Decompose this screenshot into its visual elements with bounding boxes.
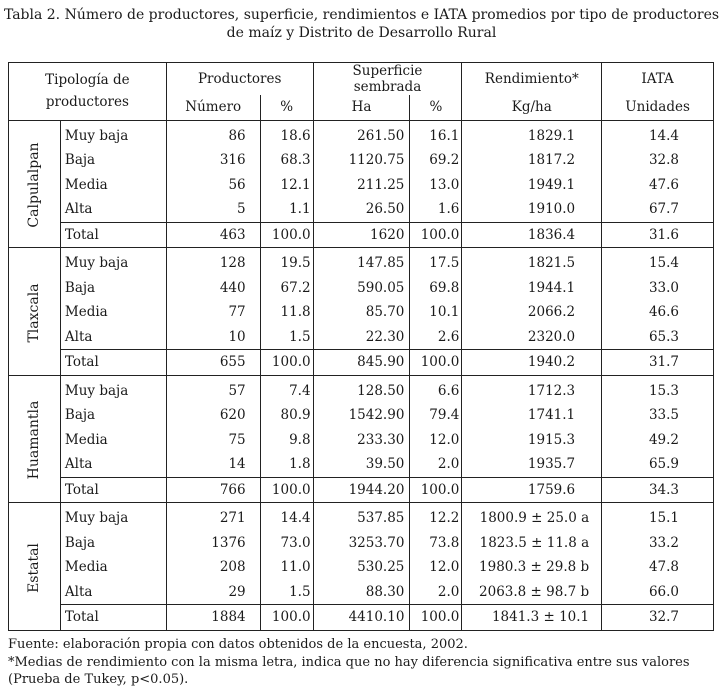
cell-ha: 1620 [313, 222, 410, 248]
cell-ha: 590.05 [313, 276, 410, 301]
cell-numero: 1884 [166, 605, 260, 631]
cell-numero: 29 [166, 580, 260, 605]
cell-numero: 10 [166, 325, 260, 350]
table-row [9, 605, 714, 631]
table-row [9, 403, 714, 428]
table-row [9, 222, 714, 248]
cell-numero: 77 [166, 300, 260, 325]
header-tipologia: Tipología de productores [9, 63, 167, 121]
cell-numero: 56 [166, 173, 260, 198]
table-body [9, 120, 714, 630]
cell-rendimiento: 1759.6 [462, 477, 602, 503]
cell-tipologia: Alta [60, 325, 166, 350]
cell-tipologia: Alta [60, 452, 166, 477]
cell-iata: 31.7 [602, 350, 714, 376]
cell-ha: 1944.20 [313, 477, 410, 503]
cell-ha: 530.25 [313, 555, 410, 580]
note-asterisk-line-1: *Medias de rendimiento con la misma letra, indica que no hay diferencia significativa entre sus valores [8, 654, 690, 670]
table-row [9, 477, 714, 503]
cell-iata: 15.1 [602, 506, 714, 531]
cell-numero: 766 [166, 477, 260, 503]
cell-pct-productores: 100.0 [260, 222, 313, 248]
cell-rendimiento: 2066.2 [462, 300, 602, 325]
district-name: Calpulalpan [26, 142, 43, 228]
cell-ha: 4410.10 [313, 605, 410, 631]
cell-ha: 1542.90 [313, 403, 410, 428]
cell-iata: 15.3 [602, 379, 714, 404]
note-asterisk-line-2: (Prueba de Tukey, p<0.05). [8, 672, 189, 687]
cell-numero: 655 [166, 350, 260, 376]
table-row [9, 197, 714, 222]
cell-rendimiento: 1817.2 [462, 148, 602, 173]
cell-rendimiento: 1910.0 [462, 197, 602, 222]
cell-pct-productores: 14.4 [260, 506, 313, 531]
cell-rendimiento: 1915.3 [462, 428, 602, 453]
cell-pct-superficie: 17.5 [410, 251, 462, 276]
district-label [9, 506, 61, 630]
cell-rendimiento: 1800.9 ± 25.0 a [462, 506, 602, 531]
cell-pct-superficie: 10.1 [410, 300, 462, 325]
cell-tipologia: Media [60, 173, 166, 198]
cell-pct-productores: 80.9 [260, 403, 313, 428]
cell-rendimiento: 1949.1 [462, 173, 602, 198]
cell-iata: 32.7 [602, 605, 714, 631]
cell-numero: 208 [166, 555, 260, 580]
cell-pct-superficie: 100.0 [410, 477, 462, 503]
table-row [9, 173, 714, 198]
cell-tipologia: Media [60, 300, 166, 325]
cell-iata: 47.8 [602, 555, 714, 580]
cell-ha: 128.50 [313, 379, 410, 404]
cell-rendimiento: 1823.5 ± 11.8 a [462, 531, 602, 556]
cell-numero: 86 [166, 124, 260, 149]
cell-pct-productores: 73.0 [260, 531, 313, 556]
cell-iata: 49.2 [602, 428, 714, 453]
cell-tipologia: Alta [60, 197, 166, 222]
cell-iata: 65.9 [602, 452, 714, 477]
cell-tipologia: Muy baja [60, 506, 166, 531]
cell-pct-productores: 11.0 [260, 555, 313, 580]
header-rendimiento: Rendimiento* [462, 63, 602, 96]
table-row [9, 379, 714, 404]
cell-pct-superficie: 100.0 [410, 222, 462, 248]
cell-tipologia: Muy baja [60, 251, 166, 276]
cell-rendimiento: 2320.0 [462, 325, 602, 350]
cell-rendimiento: 1980.3 ± 29.8 b [462, 555, 602, 580]
table-row [9, 580, 714, 605]
district-label [9, 124, 61, 248]
district-label [9, 251, 61, 375]
header-pct-productores: % [260, 95, 313, 120]
cell-pct-superficie: 12.0 [410, 555, 462, 580]
table-row [9, 531, 714, 556]
cell-pct-superficie: 12.0 [410, 428, 462, 453]
cell-pct-productores: 67.2 [260, 276, 313, 301]
cell-ha: 1120.75 [313, 148, 410, 173]
cell-rendimiento: 1829.1 [462, 124, 602, 149]
cell-ha: 3253.70 [313, 531, 410, 556]
cell-numero: 57 [166, 379, 260, 404]
cell-pct-superficie: 16.1 [410, 124, 462, 149]
cell-tipologia: Alta [60, 580, 166, 605]
cell-rendimiento: 1935.7 [462, 452, 602, 477]
cell-pct-productores: 1.5 [260, 580, 313, 605]
cell-ha: 26.50 [313, 197, 410, 222]
header-productores: Productores [166, 63, 313, 96]
cell-iata: 14.4 [602, 124, 714, 149]
cell-iata: 31.6 [602, 222, 714, 248]
cell-pct-superficie: 73.8 [410, 531, 462, 556]
cell-tipologia: Media [60, 428, 166, 453]
district-name: Huamantla [26, 400, 43, 480]
cell-rendimiento: 1821.5 [462, 251, 602, 276]
cell-pct-productores: 9.8 [260, 428, 313, 453]
cell-pct-superficie: 2.6 [410, 325, 462, 350]
cell-iata: 47.6 [602, 173, 714, 198]
cell-iata: 34.3 [602, 477, 714, 503]
cell-rendimiento: 1940.2 [462, 350, 602, 376]
cell-rendimiento: 1712.3 [462, 379, 602, 404]
cell-rendimiento: 2063.8 ± 98.7 b [462, 580, 602, 605]
cell-rendimiento: 1741.1 [462, 403, 602, 428]
cell-ha: 537.85 [313, 506, 410, 531]
cell-tipologia: Baja [60, 531, 166, 556]
header-unidades: Unidades [602, 95, 714, 120]
table-notes [8, 636, 720, 689]
cell-iata: 46.6 [602, 300, 714, 325]
cell-tipologia: Muy baja [60, 379, 166, 404]
cell-numero: 5 [166, 197, 260, 222]
cell-iata: 33.2 [602, 531, 714, 556]
cell-numero: 620 [166, 403, 260, 428]
cell-pct-superficie: 2.0 [410, 580, 462, 605]
cell-numero: 271 [166, 506, 260, 531]
header-iata: IATA [602, 63, 714, 96]
cell-pct-productores: 19.5 [260, 251, 313, 276]
cell-pct-superficie: 2.0 [410, 452, 462, 477]
cell-pct-productores: 7.4 [260, 379, 313, 404]
cell-tipologia: Total [60, 350, 166, 376]
cell-pct-superficie: 79.4 [410, 403, 462, 428]
cell-iata: 32.8 [602, 148, 714, 173]
cell-pct-productores: 100.0 [260, 605, 313, 631]
cell-numero: 463 [166, 222, 260, 248]
cell-rendimiento: 1944.1 [462, 276, 602, 301]
cell-ha: 845.90 [313, 350, 410, 376]
cell-iata: 66.0 [602, 580, 714, 605]
cell-tipologia: Total [60, 222, 166, 248]
cell-ha: 147.85 [313, 251, 410, 276]
header-numero: Número [166, 95, 260, 120]
cell-numero: 14 [166, 452, 260, 477]
header-ha: Ha [313, 95, 410, 120]
cell-numero: 440 [166, 276, 260, 301]
cell-pct-productores: 11.8 [260, 300, 313, 325]
note-source: Fuente: elaboración propia con datos obtenidos de la encuesta, 2002. [8, 637, 468, 652]
cell-pct-productores: 1.8 [260, 452, 313, 477]
table-row [9, 148, 714, 173]
table-row [9, 251, 714, 276]
cell-iata: 33.5 [602, 403, 714, 428]
cell-tipologia: Baja [60, 148, 166, 173]
table-row [9, 350, 714, 376]
cell-numero: 75 [166, 428, 260, 453]
district-name: Estatal [26, 542, 43, 593]
cell-pct-productores: 1.5 [260, 325, 313, 350]
cell-ha: 211.25 [313, 173, 410, 198]
cell-pct-productores: 68.3 [260, 148, 313, 173]
cell-tipologia: Baja [60, 403, 166, 428]
cell-tipologia: Baja [60, 276, 166, 301]
cell-ha: 22.30 [313, 325, 410, 350]
cell-pct-productores: 18.6 [260, 124, 313, 149]
district-label [9, 379, 61, 503]
cell-iata: 15.4 [602, 251, 714, 276]
cell-rendimiento: 1841.3 ± 10.1 [462, 605, 602, 631]
cell-ha: 85.70 [313, 300, 410, 325]
cell-pct-superficie: 100.0 [410, 605, 462, 631]
header-pct-superficie: % [410, 95, 462, 120]
table-row [9, 452, 714, 477]
data-table [8, 62, 714, 631]
table-row [9, 300, 714, 325]
cell-ha: 39.50 [313, 452, 410, 477]
header-kgha: Kg/ha [462, 95, 602, 120]
cell-pct-productores: 1.1 [260, 197, 313, 222]
cell-ha: 261.50 [313, 124, 410, 149]
cell-numero: 316 [166, 148, 260, 173]
header-superficie: Superficie sembrada [313, 63, 462, 96]
cell-numero: 1376 [166, 531, 260, 556]
table-caption [0, 6, 723, 42]
cell-ha: 88.30 [313, 580, 410, 605]
table-row [9, 555, 714, 580]
district-name: Tlaxcala [26, 283, 43, 343]
cell-pct-superficie: 1.6 [410, 197, 462, 222]
caption-line-2: de maíz y Distrito de Desarrollo Rural [226, 25, 497, 41]
cell-ha: 233.30 [313, 428, 410, 453]
caption-line-1: Tabla 2. Número de productores, superficie, rendimientos e IATA promedios por tipo de productores [3, 7, 720, 23]
cell-pct-productores: 12.1 [260, 173, 313, 198]
cell-tipologia: Total [60, 605, 166, 631]
table-row [9, 124, 714, 149]
cell-pct-superficie: 69.8 [410, 276, 462, 301]
cell-pct-superficie: 12.2 [410, 506, 462, 531]
cell-iata: 65.3 [602, 325, 714, 350]
cell-pct-superficie: 13.0 [410, 173, 462, 198]
cell-tipologia: Muy baja [60, 124, 166, 149]
cell-rendimiento: 1836.4 [462, 222, 602, 248]
table-row [9, 506, 714, 531]
cell-pct-superficie: 100.0 [410, 350, 462, 376]
table-row [9, 325, 714, 350]
header-row-1 [9, 63, 714, 96]
cell-pct-superficie: 69.2 [410, 148, 462, 173]
table-row [9, 276, 714, 301]
cell-pct-superficie: 6.6 [410, 379, 462, 404]
cell-iata: 67.7 [602, 197, 714, 222]
cell-pct-productores: 100.0 [260, 350, 313, 376]
table-row [9, 428, 714, 453]
cell-tipologia: Media [60, 555, 166, 580]
cell-pct-productores: 100.0 [260, 477, 313, 503]
cell-tipologia: Total [60, 477, 166, 503]
cell-iata: 33.0 [602, 276, 714, 301]
cell-numero: 128 [166, 251, 260, 276]
